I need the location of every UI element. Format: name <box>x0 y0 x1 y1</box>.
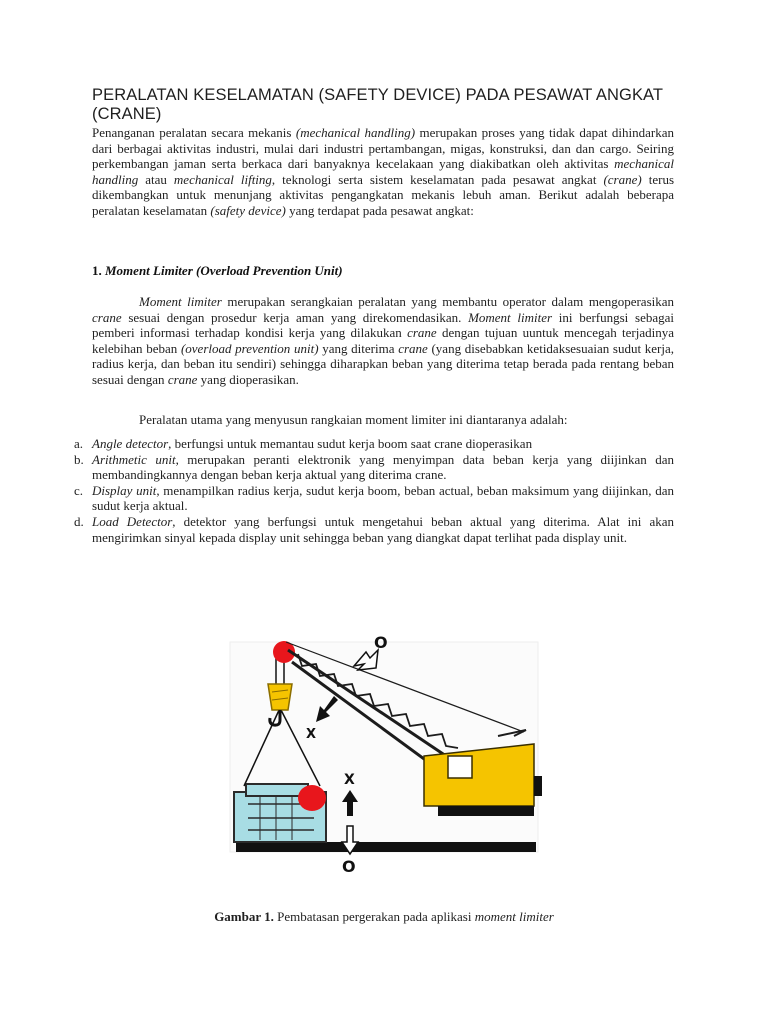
components-list <box>74 436 674 545</box>
list-text: , berfungsi untuk memantau sudut kerja boom saat crane dioperasikan <box>168 436 533 451</box>
load-detector-indicator <box>298 785 326 811</box>
italic-term: crane <box>92 309 122 325</box>
italic-term: (mechanical handling) <box>295 125 416 140</box>
italic-term: (crane) <box>603 171 642 187</box>
italic-term: mechanical handling <box>92 156 674 187</box>
list-term: Angle detector <box>92 436 169 451</box>
list-text: , merupakan peranti elektronik yang menyimpan data beban kerja yang diijinkan dan membandingkannya dengan beban kerja aktual yang diterima crane. <box>92 451 674 483</box>
italic-term: Moment limiter <box>139 294 222 309</box>
list-text: , detektor yang berfungsi untuk mengetahui beban aktual yang diterima. Alat ini akan mengirimkan sinyal kepada display unit sehingga beban yang diangkat dapat terlihat pada display unit. <box>92 513 674 545</box>
italic-term: (safety device) <box>210 202 286 218</box>
text-run: yang terdapat pada pesawat angkat: <box>285 202 474 218</box>
label-o-bottom: O <box>342 857 356 876</box>
text-run: terus dikembangkan untuk menunjang aktivitas pengangkatan mekanis lebuh aman. Berikut adalah beberapa peralatan keselamatan <box>92 171 675 218</box>
page-title: PERALATAN KESELAMATAN (SAFETY DEVICE) PADA PESAWAT ANGKAT (CRANE) <box>92 86 663 123</box>
list-marker: a. <box>74 436 84 451</box>
section-title: Moment Limiter (Overload Prevention Unit) <box>105 263 343 278</box>
list-marker: c. <box>74 482 84 498</box>
italic-term: crane <box>398 340 428 356</box>
label-x-left: X <box>306 727 317 742</box>
text-run: yang dioperasikan. <box>197 371 299 387</box>
list-item <box>74 436 674 452</box>
italic-term: (overload prevention unit) <box>180 340 319 356</box>
text-run: yang diterima <box>318 340 399 356</box>
text-run: (yang disebabkan ketidaksesuaian sudut kerja, radius kerja, dan beban itu sendiri) sehingga diharapkan beban yang diterima tetap berada pada rentang beban sesuai dengan <box>92 340 675 387</box>
label-o-top: O <box>374 633 388 652</box>
text-run: merupakan serangkaian peralatan yang membantu operator dalam mengoperasikan <box>221 294 675 309</box>
italic-term: crane <box>167 371 198 387</box>
list-term: Display unit <box>92 482 157 498</box>
italic-term: mechanical lifting <box>173 171 272 187</box>
text-run: , teknologi serta sistem keselamatan pada pesawat angkat <box>271 171 604 187</box>
list-term: Load Detector <box>92 513 173 529</box>
list-marker: d. <box>74 513 84 529</box>
text-run: Penanganan peralatan secara mekanis <box>92 125 296 140</box>
ground-slab <box>236 842 536 852</box>
text-run: merupakan proses yang tidak dapat dihindarkan dari berbagai aktivitas industri, mulai dari industri pertambangan, migas, konstruksi, dan dan cargo. Seiring perkembangan jaman serta berkaca dari banyaknya kecelakaan yang diakibatkan oleh aktivitas <box>92 125 674 172</box>
components-intro: Peralatan utama yang menyusun rangkaian moment limiter ini diantaranya adalah: <box>139 412 568 427</box>
list-term: Arithmetic unit <box>92 451 176 467</box>
list-item <box>74 513 674 545</box>
section-heading <box>92 263 674 279</box>
figure-caption <box>0 909 768 925</box>
intro-paragraph <box>92 125 674 219</box>
crane-body <box>424 744 542 816</box>
moment-limiter-paragraph <box>92 294 674 388</box>
list-item <box>74 482 674 514</box>
text-run: ini berfungsi sebagai pemberi informasi terhadap kondisi kerja yang dilakukan <box>92 309 674 341</box>
list-text: , menampilkan radius kerja, sudut kerja boom, beban actual, beban maksimum yang diijinkan, dan sudut kerja aktual. <box>92 482 674 514</box>
list-item <box>74 451 674 483</box>
label-x-mid: X <box>344 772 355 788</box>
caption-term: moment limiter <box>474 909 554 924</box>
section-number: 1. <box>92 263 105 278</box>
italic-term: crane <box>407 325 437 341</box>
italic-term: Moment limiter <box>468 309 553 325</box>
text-run: sesuai dengan prosedur kerja aman yang direkomendasikan. <box>121 309 469 325</box>
text-run: atau <box>138 171 174 187</box>
text-run: dengan tujuan uuntuk mencegah terjadinya kelebihan beban <box>92 325 675 356</box>
caption-text: Pembatasan pergerakan pada aplikasi <box>273 909 475 924</box>
hook-block <box>268 684 292 710</box>
caption-label: Gambar 1. <box>214 909 274 924</box>
list-marker: b. <box>74 451 84 467</box>
crane-figure <box>228 628 542 876</box>
